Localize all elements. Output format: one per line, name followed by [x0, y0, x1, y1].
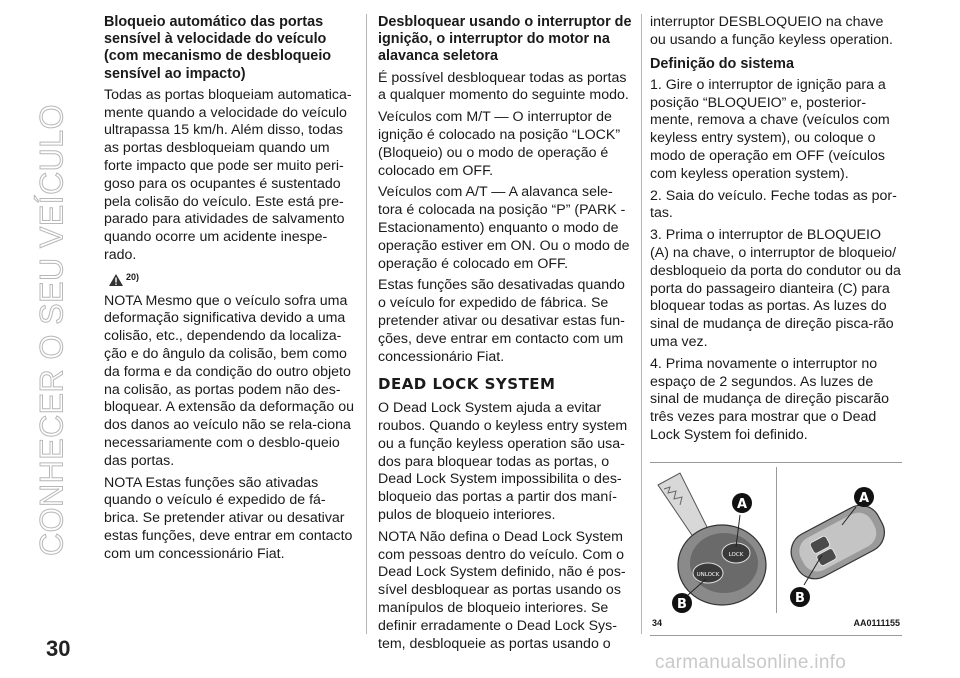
step: 4. Prima novamente o interruptor no espaço de 2 segundos. As luzes de sinal de mudança de direção piscarão três vezes para mostrar que o Dead Lock System foi definido.	[650, 355, 889, 443]
paragraph: Todas as portas bloqueiam automatica-mente quando a velocidade do veículo ultrapassa 15 km/h. Além disso, todas as portas desbloqueiam quando um forte impacto que pode ser muito peri-goso para os ocupantes é sustentado pela colisão do veículo. Este está pre-parado para atividades de salvamento quando ocorre um acidente inespe-rado.	[104, 86, 352, 263]
column-2	[378, 14, 634, 657]
key-figure	[650, 462, 902, 636]
warning-ref-number: 20)	[126, 271, 140, 282]
callout-a-label: A	[736, 497, 748, 512]
column-1	[104, 14, 358, 568]
subsection-heading: Definição do sistema	[650, 55, 794, 72]
key-illustration	[650, 467, 776, 615]
step: 2. Saia do veículo. Feche todas as por-tas.	[650, 187, 897, 222]
remote-illustration	[776, 467, 902, 615]
column-divider	[366, 14, 367, 634]
column-3	[650, 14, 902, 449]
lock-button-label: LOCK	[728, 552, 744, 558]
figure-code: AA0111155	[853, 618, 900, 628]
callout-b-label: B	[677, 597, 687, 612]
step: 3. Prima o interruptor de BLOQUEIO (A) na chave, o interruptor de bloqueio/ desbloqueio da porta do condutor ou da porta do passageiro dianteira (C) para bloquear todas as portas. As luzes do sinal de mudança de direção pisca-rão uma vez.	[650, 227, 901, 350]
column-divider	[641, 14, 642, 634]
unlock-button-label: UNLOCK	[696, 572, 720, 578]
note: NOTA Mesmo que o veículo sofra uma deformação significativa devido a uma colisão, etc., dependendo da localiza-ção e do ângulo da colisão, bem como da forma e da condição do outro objeto na colisão, as portas podem não des-bloquear. A extensão da deformação ou dos danos ao veículo não se rela-ciona necessariamente com o desblo-queio das portas.	[104, 292, 355, 469]
paragraph: interruptor DESBLOQUEIO na chave ou usando a função keyless operation.	[650, 14, 893, 48]
warning-triangle-icon	[108, 273, 124, 287]
section-heading: Bloqueio automático das portas sensível à velocidade do veículo (com mecanismo de desbloqueio sensível ao impacto)	[104, 14, 332, 82]
paragraph: Veículos com A/T — A alavanca sele-tora é colocada na posição “P” (PARK - Estacionamento) enquanto o modo de operação estiver em ON. Ou o modo de operação é colocado em OFF.	[378, 184, 630, 272]
paragraph: Veículos com M/T — O interruptor de ignição é colocado na posição “LOCK” (Bloqueio) ou o modo de operação é colocado em OFF.	[378, 109, 621, 179]
callout-a-label: A	[858, 491, 870, 506]
watermark: carmanualsonline.info	[655, 652, 847, 673]
dead-lock-heading: DEAD LOCK SYSTEM	[378, 375, 556, 394]
section-heading: Desbloquear usando o interruptor de ignição, o interruptor do motor na alavanca seletora	[378, 14, 632, 65]
note: NOTA Não defina o Dead Lock System com pessoas dentro do veículo. Com o Dead Lock System definido, não é pos-sível desbloquear as portas usando os manípulos de bloqueio interiores. Se definir erradamente o Dead Lock Sys-tem, desbloqueie as portas usando o	[378, 528, 626, 652]
paragraph: Estas funções são desativadas quando o veículo for expedido de fábrica. Se pretender ativar ou desativar estas fun-ções, deve entrar em contacto com um concessionário Fiat.	[378, 277, 625, 365]
paragraph: É possível desbloquear todas as portas a qualquer momento do seguinte modo.	[378, 69, 629, 104]
paragraph: O Dead Lock System ajuda a evitar roubos. Quando o keyless entry system ou a função keyless operation são usa-dos para bloquear todas as portas, o Dead Lock System impossibilita o des-bloqueio das portas a partir dos maní-pulos de bloqueio interiores.	[378, 400, 628, 523]
step: 1. Gire o interruptor de ignição para a posição “BLOQUEIO” e, posterior-mente, remova a chave (veículos com keyless entry system), ou coloque o modo de operação em OFF (veículos com keyless operation system).	[650, 76, 890, 182]
note: NOTA Estas funções são ativadas quando o veículo é expedido de fá-brica. Se pretender ativar ou desativar estas funções, deve entrar em contacto com um concessionário Fiat.	[104, 474, 353, 562]
section-side-title: CONHECER O SEU VEÍCULO	[33, 104, 70, 556]
figure-number: 34	[652, 618, 663, 628]
warning-reference	[108, 269, 358, 287]
page-number: 30	[46, 636, 71, 661]
callout-b-label: B	[795, 591, 805, 606]
